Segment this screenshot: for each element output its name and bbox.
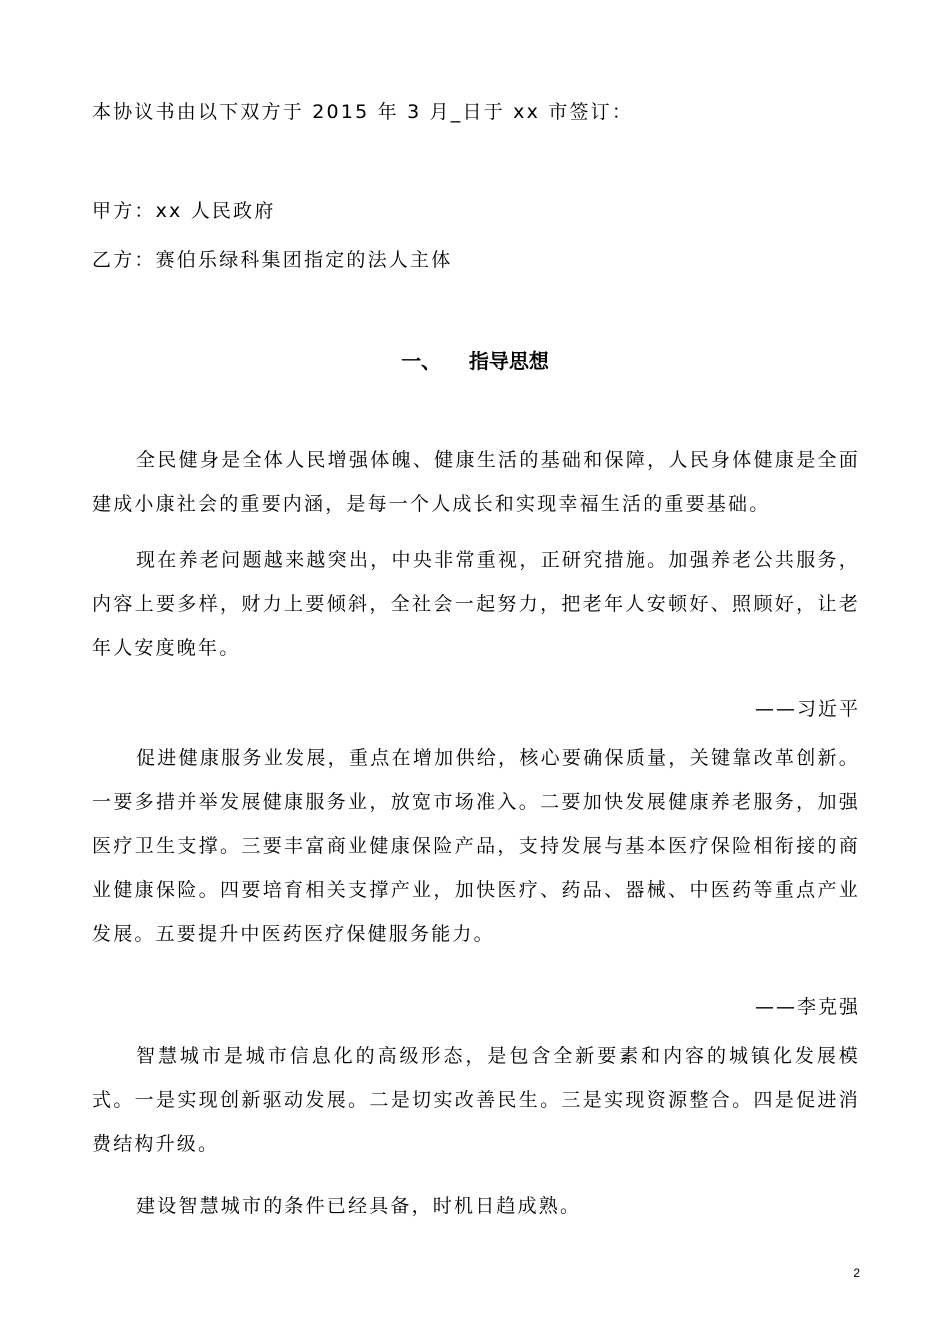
page-number: 2: [853, 1266, 860, 1280]
paragraph-smart-city: 智慧城市是城市信息化的高级形态，是包含全新要素和内容的城镇化发展模式。一是实现创新驱动发展。二是切实改善民生。三是实现资源整合。四是促进消费结构升级。: [92, 1045, 860, 1155]
signature-xi: ——习近平: [754, 698, 860, 720]
paragraph-elderly-care: 现在养老问题越来越突出，中央非常重视，正研究措施。加强养老公共服务，内容上要多样，财力上要倾斜，全社会一起努力，把老年人安顿好、照顾好，让老年人安度晚年。: [92, 549, 860, 659]
paragraph-fitness: 全民健身是全体人民增强体魄、健康生活的基础和保障，人民身体健康是全面建成小康社会的重要内涵，是每一个人成长和实现幸福生活的重要基础。: [92, 449, 860, 515]
party-b: 乙方：赛伯乐绿科集团指定的法人主体: [92, 249, 453, 271]
agreement-intro: 本协议书由以下双方于 2015 年 3 月_日于 xx 市签订：: [92, 101, 634, 123]
paragraph-smart-city-conditions: 建设智慧城市的条件已经具备，时机日趋成熟。: [136, 1195, 582, 1217]
signature-li: ——李克强: [754, 996, 860, 1018]
paragraph-health-services: 促进健康服务业发展，重点在增加供给，核心要确保质量，关键靠改革创新。一要多措并举发展健康服务业，放宽市场准入。二要加快发展健康养老服务，加强医疗卫生支撑。三要丰富商业健康保险产品，支持发展与基本医疗保险相衔接的商业健康保险。四要培育相关支撑产业，加快医疗、药品、器械、中医药等重点产业发展。五要提升中医药医疗保健服务能力。: [92, 747, 860, 945]
party-a: 甲方：xx 人民政府: [92, 200, 276, 222]
section-heading: 一、 指导思想: [401, 349, 549, 373]
